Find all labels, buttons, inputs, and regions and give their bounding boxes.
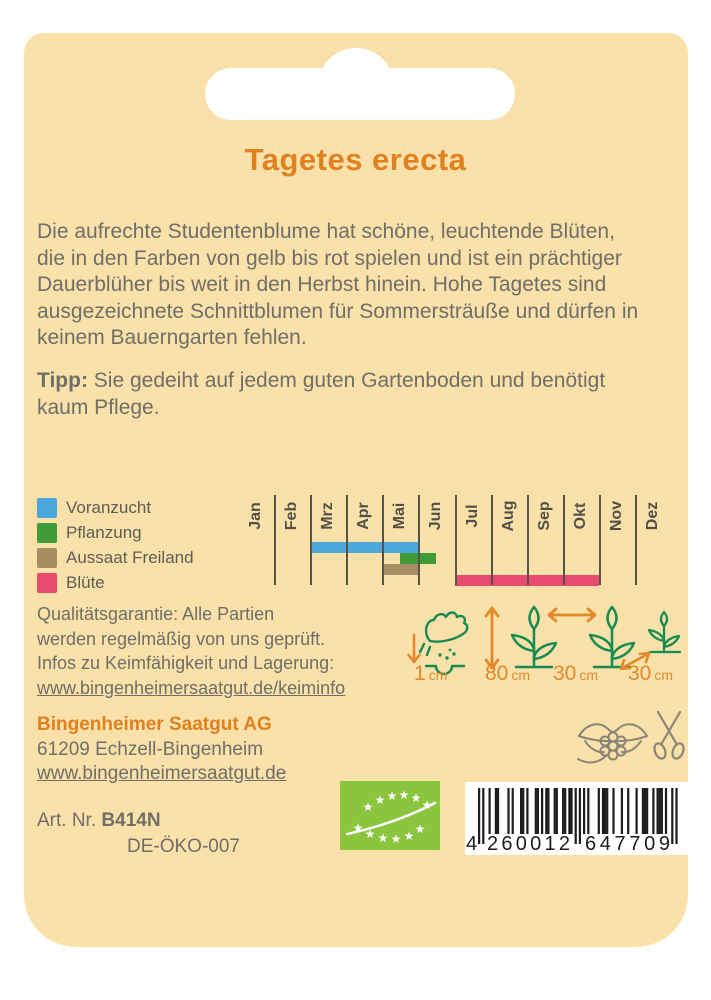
legend-swatch	[37, 573, 57, 593]
svg-text:★: ★	[398, 788, 410, 802]
legend-item	[37, 548, 194, 568]
quality-line: werden regelmäßig von uns geprüft.	[37, 628, 326, 649]
month-gridline	[274, 495, 276, 585]
tip-line: Sie gedeiht auf jedem guten Gartenboden und benötigt	[87, 369, 606, 392]
legend-label: Voranzucht	[66, 498, 152, 517]
month-label: Okt	[571, 502, 589, 530]
calendar-bar	[382, 564, 418, 575]
hang-hole-bump	[318, 48, 394, 86]
spec-unit: cm	[654, 667, 674, 683]
legend-swatch	[37, 523, 57, 543]
month-gridline	[563, 495, 565, 585]
month-label: Mai	[391, 502, 409, 530]
legend-label: Aussaat Freiland	[66, 548, 194, 567]
company-address: 61209 Echzell-Bingenheim	[37, 738, 264, 760]
plant-spacing-label	[553, 662, 598, 686]
svg-text:★: ★	[410, 791, 422, 805]
month-gridline	[455, 495, 457, 585]
spec-value: 80	[485, 662, 509, 685]
germination-info-link: www.bingenheimersaatgut.de/keiminfo	[37, 677, 346, 698]
barcode-digit: 0	[530, 833, 542, 855]
barcode-digit: 6	[501, 833, 513, 855]
tip-text	[37, 367, 605, 421]
month-label: Mrz	[319, 502, 337, 530]
barcode-digit: 6	[585, 833, 597, 855]
month-label: Apr	[355, 502, 373, 530]
article-number	[37, 810, 161, 832]
sowing-depth-label	[414, 662, 447, 686]
barcode-digit: 0	[644, 833, 656, 855]
sowing-depth-icon	[406, 608, 472, 670]
tip-label: Tipp:	[37, 369, 88, 392]
legend-label: Pflanzung	[66, 523, 142, 542]
tip-line: kaum Pflege.	[37, 396, 160, 419]
page-title: Tagetes erecta	[244, 142, 467, 177]
description-line: Dauerblüher bis weit in den Herbst hinein. Hohe Tagetes sind	[37, 273, 607, 297]
month-label: Jan	[247, 502, 265, 530]
barcode-digits-left	[487, 833, 570, 856]
row-spacing-label	[628, 662, 673, 686]
quality-line: Infos zu Keimfähigkeit und Lagerung:	[37, 653, 335, 673]
legend-label: Blüte	[66, 573, 105, 592]
quality-line: Qualitätsgarantie: Alle Partien	[37, 604, 275, 624]
spec-unit: cm	[579, 667, 599, 683]
month-gridline	[635, 495, 637, 585]
svg-text:★: ★	[386, 789, 398, 803]
article-number-value: B414N	[101, 810, 161, 831]
legend-item	[37, 523, 142, 543]
month-label: Jun	[427, 501, 445, 531]
svg-text:★: ★	[352, 821, 364, 835]
company-name: Bingenheimer Saatgut AG	[37, 714, 272, 735]
month-gridline	[310, 495, 312, 585]
spec-unit: cm	[511, 667, 531, 683]
description-text	[37, 219, 638, 352]
calendar-bar	[310, 542, 418, 553]
month-label: Dez	[643, 501, 661, 531]
description-line: die in den Farben von gelb bis rot spielen und ist ein prächtiger	[37, 246, 622, 270]
month-label: Jul	[463, 504, 481, 528]
month-label: Aug	[499, 500, 517, 532]
barcode-digit: 9	[658, 833, 670, 855]
legend-swatch	[37, 548, 57, 568]
company-website-link: www.bingenheimersaatgut.de	[37, 763, 287, 784]
svg-text:★: ★	[390, 832, 402, 846]
month-label: Nov	[607, 500, 625, 532]
month-gridline	[491, 495, 493, 585]
month-gridline	[527, 495, 529, 585]
barcode-digit: 2	[487, 833, 499, 855]
month-label: Sep	[535, 501, 553, 531]
svg-text:★: ★	[403, 829, 415, 843]
company-block	[37, 713, 286, 787]
eco-control-number: DE-ÖKO-007	[127, 836, 240, 857]
legend-swatch	[37, 498, 57, 518]
svg-text:★: ★	[362, 800, 374, 814]
svg-text:★: ★	[421, 798, 433, 812]
month-label: Feb	[283, 501, 301, 531]
barcode-digit: 1	[544, 833, 556, 855]
barcode-digit: 4	[599, 833, 611, 855]
month-gridline	[346, 495, 348, 585]
scissors-icon	[652, 708, 686, 762]
barcode-digit: 7	[629, 833, 641, 855]
barcode-digit: 7	[614, 833, 626, 855]
svg-text:★: ★	[414, 822, 426, 836]
svg-text:★: ★	[364, 827, 376, 841]
barcode-digit: 0	[515, 833, 527, 855]
barcode-digits-right	[585, 833, 670, 856]
month-gridline	[418, 495, 420, 585]
barcode-digit-prefix: 4	[466, 833, 478, 855]
edible-flower-icon	[573, 712, 653, 766]
month-gridline	[599, 495, 601, 585]
legend-item	[37, 498, 151, 518]
svg-text:★: ★	[377, 831, 389, 845]
month-gridline	[382, 495, 384, 585]
legend-item	[37, 573, 105, 593]
description-line: keinem Bauerngarten fehlen.	[37, 326, 307, 350]
barcode-digit: 2	[558, 833, 570, 855]
spec-value: 1	[414, 662, 426, 685]
svg-text:★: ★	[374, 793, 386, 807]
spec-value: 30	[553, 662, 577, 685]
article-number-label: Art. Nr.	[37, 810, 102, 831]
plant-height-label	[485, 662, 530, 686]
eu-organic-logo	[340, 781, 440, 850]
quality-guarantee-text	[37, 602, 345, 700]
spec-value: 30	[628, 662, 652, 685]
description-line: Die aufrechte Studentenblume hat schöne, leuchtende Blüten,	[37, 220, 615, 243]
description-line: ausgezeichnete Schnittblumen für Sommersträuße und dürfen in	[37, 299, 639, 323]
spec-unit: cm	[428, 667, 448, 683]
